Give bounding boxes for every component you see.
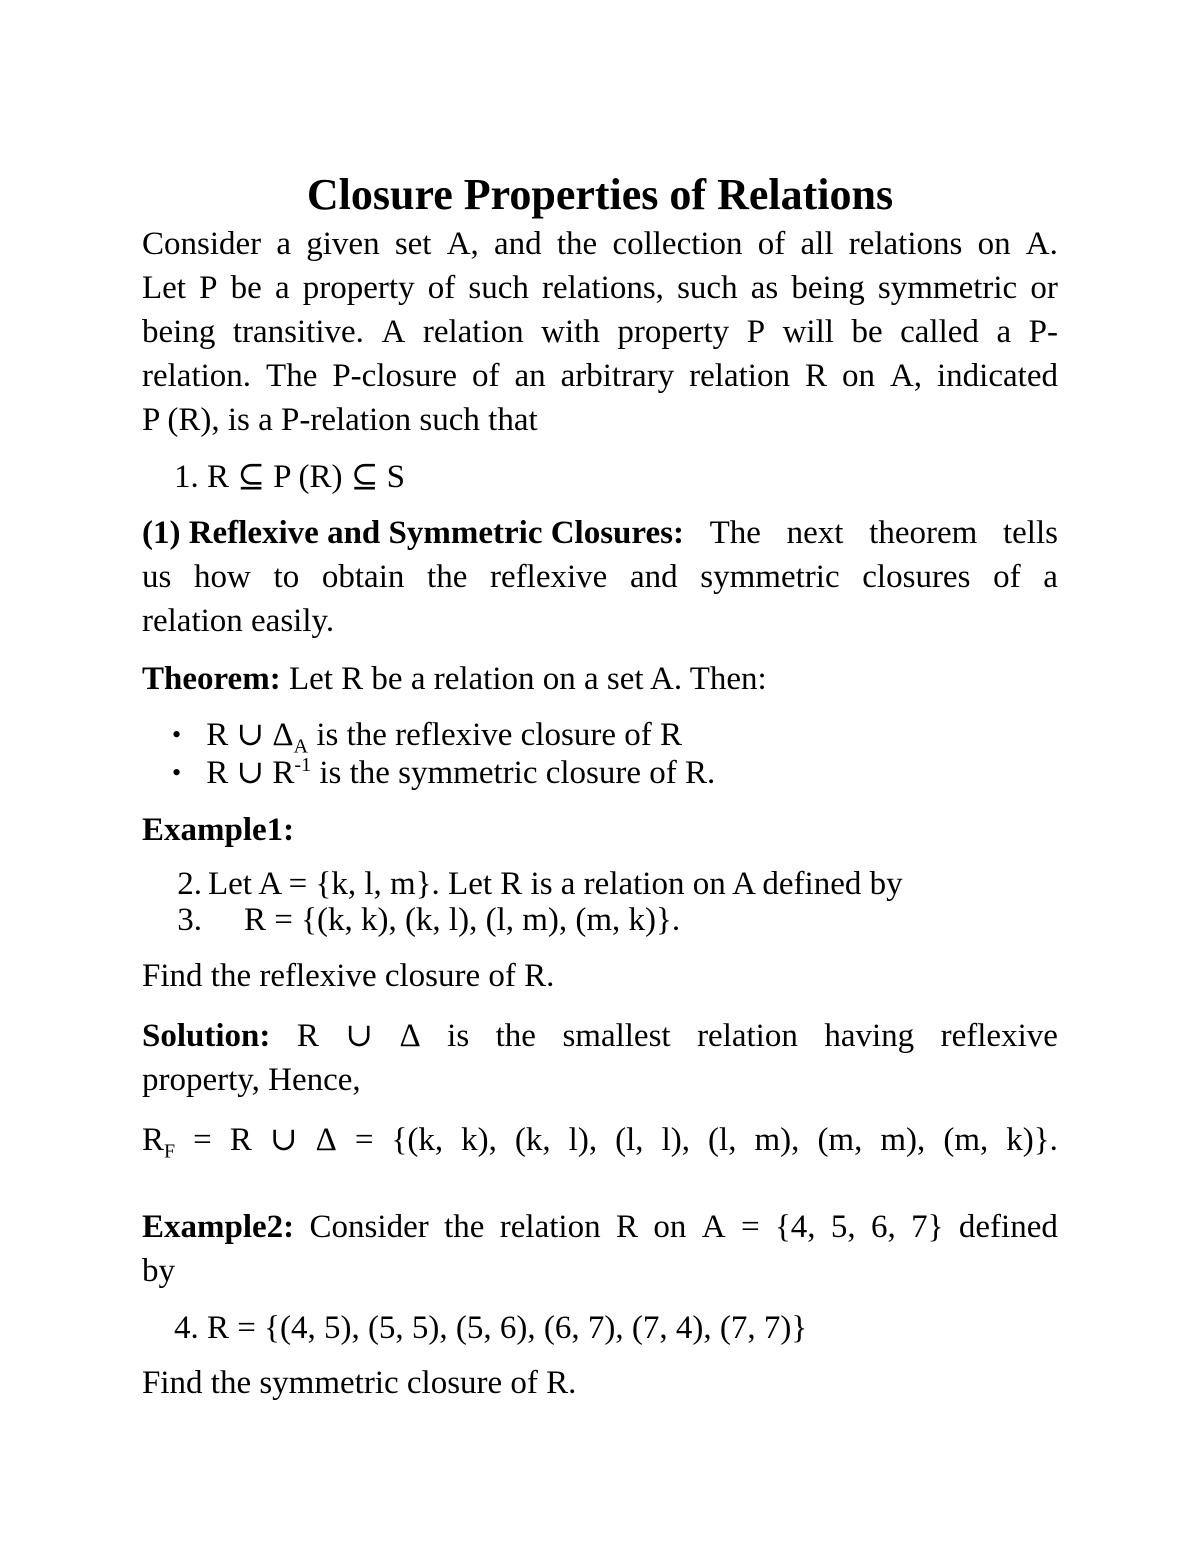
word: relations, [542, 270, 664, 306]
section1-line-2 [142, 555, 1058, 599]
solution-label: Solution: [142, 1018, 271, 1054]
word: having [824, 1018, 915, 1054]
word: = [740, 1209, 760, 1245]
word: The [266, 358, 318, 394]
word: relation [689, 358, 790, 394]
word: as [750, 270, 779, 306]
word: indicated [937, 358, 1058, 394]
word: (m, [817, 1122, 863, 1158]
word: relations [848, 226, 963, 262]
word: Δ [315, 1122, 337, 1158]
word: such [468, 270, 529, 306]
word: relation [422, 314, 524, 350]
bullet-1-sub: A [293, 735, 309, 758]
word: arbitrary [560, 358, 675, 394]
word: A. [1025, 226, 1058, 262]
page-title: Closure Properties of Relations [306, 170, 894, 219]
word: = [354, 1122, 374, 1158]
word: (k, [514, 1122, 551, 1158]
word: being [791, 270, 865, 306]
word: such [677, 270, 738, 306]
word: k)}. [1006, 1122, 1058, 1158]
theorem-bullet-2 [172, 751, 1088, 795]
intro-line-1 [142, 222, 1058, 266]
list-item-1 [174, 455, 1090, 499]
word: (l, [615, 1122, 644, 1158]
word: the [444, 1209, 485, 1245]
section1-line-1 [142, 511, 1058, 555]
word: P [199, 270, 218, 306]
word: The [709, 515, 761, 551]
intro-line-3 [142, 310, 1058, 354]
bullet-icon: • [172, 758, 182, 787]
list-item-3-text: R = {(k, k), (k, l), (l, m), (m, k)}. [244, 902, 681, 938]
word: relation. [142, 358, 252, 394]
solution-line-1 [142, 1014, 1058, 1058]
example2-label: Example2: [142, 1209, 295, 1245]
list-item-4-text: R = {(4, 5), (5, 5), (5, 6), (6, 7), (7, 4), (7, 7)} [207, 1310, 808, 1346]
word: of [471, 358, 500, 394]
word: a [996, 314, 1012, 350]
word: with [541, 314, 600, 350]
word: R [615, 1209, 638, 1245]
list-item-3 [168, 898, 1084, 942]
word: transitive. [232, 314, 364, 350]
word: will [782, 314, 834, 350]
bullet-1-post: is the reflexive closure of R [308, 717, 682, 753]
word: P- [1028, 314, 1058, 350]
list-item-1-number: 1. [174, 459, 199, 495]
word: and [494, 226, 542, 262]
word: Consider [142, 226, 262, 262]
word: = [193, 1122, 212, 1158]
word: 6, [871, 1209, 896, 1245]
theorem-text: Let R be a relation on a set A. Then: [280, 661, 767, 697]
word: A, [446, 226, 479, 262]
bullet-2-post: is the symmetric closure of R. [311, 755, 716, 791]
section1-heading: (1) Reflexive and Symmetric Closures: [142, 515, 684, 551]
rf-symbol: $R_F$ [142, 1122, 176, 1163]
word: the [556, 226, 598, 262]
word: relation [697, 1018, 798, 1054]
word: is [447, 1018, 470, 1054]
word: Consider [309, 1209, 429, 1245]
reflexive-closure-line [142, 1118, 1058, 1162]
intro-line-5: P (R), is a P-relation such that [142, 402, 538, 438]
word: a [274, 270, 290, 306]
list-item-2-text: Let A = {k, l, m}. Let R is a relation on A defined by [208, 866, 903, 902]
word: m), [754, 1122, 800, 1158]
word: {(k, [391, 1122, 444, 1158]
word: on [841, 358, 875, 394]
word: an [514, 358, 546, 394]
word: Δ [399, 1018, 421, 1054]
word: A [381, 314, 406, 350]
word: reflexive [940, 1018, 1058, 1054]
word: a [1043, 559, 1058, 595]
word: R [229, 1122, 252, 1158]
bullet-2-pre: R ∪ R [206, 755, 295, 791]
word: smallest [562, 1018, 671, 1054]
word: a [276, 226, 292, 262]
word: of [757, 226, 786, 262]
word: P [746, 314, 766, 350]
word: A, [889, 358, 923, 394]
list-item-4-number: 4. [174, 1310, 199, 1346]
word: (l, [708, 1122, 737, 1158]
theorem-label: Theorem: [142, 661, 281, 697]
word: collection [612, 226, 743, 262]
section1-line-3: relation easily. [142, 603, 335, 639]
word: closures [862, 559, 971, 595]
bullet-2-sup: -1 [294, 754, 312, 776]
word: of [993, 559, 1021, 595]
word: us [142, 559, 172, 595]
word: k), [461, 1122, 497, 1158]
word: obtain [321, 559, 405, 595]
list-item-4 [174, 1306, 1090, 1350]
word: property [302, 270, 415, 306]
word: l), [661, 1122, 690, 1158]
word: symmetric [700, 559, 840, 595]
word: 7} [911, 1209, 944, 1245]
word: l), [568, 1122, 598, 1158]
word: on [977, 226, 1011, 262]
word: be [230, 270, 262, 306]
list-item-3-number: 3. [177, 902, 202, 938]
word: R [296, 1018, 319, 1054]
word: relation [499, 1209, 601, 1245]
word: m), [880, 1122, 926, 1158]
theorem-line [142, 657, 1058, 701]
word: defined [958, 1209, 1058, 1245]
document-page [142, 0, 1058, 1553]
word: ∪ [269, 1122, 298, 1158]
word: on [653, 1209, 687, 1245]
word: to [273, 559, 300, 595]
word: called [900, 314, 979, 350]
example2-line-2: by [142, 1253, 175, 1289]
example2-find: Find the symmetric closure of R. [142, 1365, 577, 1401]
word: R [804, 358, 827, 394]
word: given [306, 226, 380, 262]
word: 5, [830, 1209, 856, 1245]
word: all [800, 226, 834, 262]
intro-line-2 [142, 266, 1058, 310]
bullet-1-pre: R ∪ Δ [206, 717, 294, 753]
word: symmetric [877, 270, 1018, 306]
word: be [851, 314, 883, 350]
word: next [786, 515, 844, 551]
solution-line-2: property, Hence, [142, 1062, 361, 1098]
word: P-closure [332, 358, 457, 394]
word: ∪ [345, 1018, 373, 1054]
word: A [701, 1209, 726, 1245]
word: being [142, 314, 216, 350]
word: and [629, 559, 678, 595]
word: property [617, 314, 730, 350]
word: {4, [774, 1209, 816, 1245]
word: the [427, 559, 468, 595]
word: the [495, 1018, 536, 1054]
word: how [194, 559, 251, 595]
word: set [394, 226, 432, 262]
word: tells [1002, 515, 1058, 551]
word: or [1030, 270, 1058, 306]
example2-line-1 [142, 1205, 1058, 1249]
word: (m, [943, 1122, 989, 1158]
word: of [427, 270, 456, 306]
example1-find: Find the reflexive closure of R. [142, 958, 555, 994]
example1-label: Example1: [142, 812, 295, 848]
word: theorem [869, 515, 978, 551]
list-item-2-number: 2. [177, 866, 202, 902]
bullet-icon: • [172, 720, 182, 749]
intro-line-4 [142, 354, 1058, 398]
list-item-1-text: R ⊆ P (R) ⊆ S [207, 459, 406, 495]
word: Let [142, 270, 186, 306]
word: reflexive [490, 559, 608, 595]
